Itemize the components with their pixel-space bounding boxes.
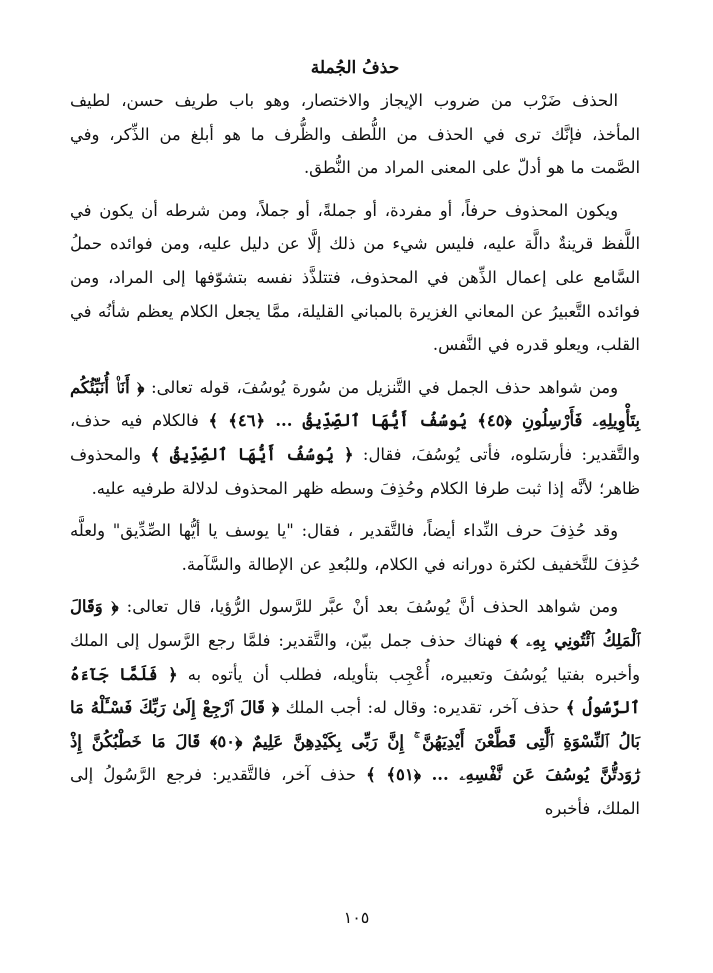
quran-verse-1: ﴿ أَنَا۠ أُنَبِّئُكُم بِتَأْوِيلِهِۦ فَأَرْسِلُونِ ﴿٤٥﴾ يُوسُفُ أَيُّهَا ٱلصِّدِّيقُ ... ﴿٤٦﴾ ﴾ (70, 377, 640, 431)
paragraph-5 (70, 590, 640, 825)
paragraph-3-text-1: ومن شواهد حذف الجمل في التَّنزيل من سُورة يُوسُفَ، قوله تعالى: (144, 377, 618, 397)
paragraph-5-text-3: حذف آخر، تقديره: وقال له: أجب الملك (279, 698, 566, 718)
paragraph-3 (70, 371, 640, 505)
quran-verse-3: ﴿ وَقَالَ ٱلْمَلِكُ ٱئْتُونِي بِهِۦ ﴾ (70, 597, 640, 650)
paragraph-2: ويكون المحذوف حرفاً، أو مفردة، أو جملةً، أو جملاً، ومن شرطه أن يكون في اللَّفظ قرينةٌ دالَّة عليه، فليس شيء من ذلك إلَّا عن دليل عليه، ومن فوائده حملُ السَّامع على إعمال الذِّهن في المحذوف، فتتلذَّذ نفسه بتشوّفها إلى المراد، ومن فوائده التَّعبيرُ عن المعاني الغزيرة بالمباني القليلة، ممَّا يجعل الكلام يعظم شأنُه في القلب، ويعلو قدره في النَّفس. (70, 200, 640, 355)
page-body (70, 58, 640, 834)
quran-verse-5: ﴿ قَالَ ٱرْجِعْ إِلَىٰ رَبِّكَ فَسْـَٔلْهُ مَا بَالُ ٱلنِّسْوَةِ ٱلَّٰتِى قَطَّعْنَ أَيْدِيَهُنَّ ۚ إِنَّ رَبِّى بِكَيْدِهِنَّ عَلِيمٌ ﴿٥٠﴾ قَالَ مَا خَطْبُكُنَّ إِذْ رَٰوَدتُّنَّ يُوسُفَ عَن نَّفْسِهِۦ ... ﴿٥١﴾ ﴾ (70, 698, 640, 785)
paragraph-5-text-1: ومن شواهد الحذف أنَّ يُوسُفَ بعد أنْ عبَّر للرَّسول الرُّؤيا، قال تعالى: (118, 597, 618, 617)
quran-verse-2: ﴿ يُوسُفُ أَيُّهَا ٱلصِّدِّيقُ ﴾ (150, 444, 354, 464)
page-number: ١٠٥ (343, 908, 370, 927)
paragraph-5-text-4: حذف آخر، فالتَّقدير: فرجع الرَّسُولُ إلى الملك، فأخبره (70, 765, 640, 818)
paragraph-3-text-3: والمحذوف ظاهر؛ لأنَّه إذا ثبت طرفا الكلام وحُذِفَ وسطه ظهر المحذوف لدلالة طرفيه عليه. (70, 444, 640, 498)
paragraph-4: وقد حُذِفَ حرف النِّداء أيضاً، فالتَّقدير ، فقال: "يا يوسف يا أيُّها الصِّدِّيق" ولعلَّه حُذِفَ للتَّخفيف لكثرة دورانه في الكلام، وللبُعدِ عن الإطالة والسَّآمة. (70, 521, 640, 574)
paragraph-3-text-2: فالكلام فيه حذف، والتَّقدير: فأرسَلوه، فأتى يُوسُفَ، فقال: (70, 411, 640, 464)
page-title: حذفُ الجُملة (310, 58, 400, 78)
paragraph-1: الحذف ضَرْب من ضروب الإيجاز والاختصار، وهو باب طريف حسن، لطيف المأخذ، فإنَّك ترى في الحذف من اللُّطف والظُّرف ما هو أبلغ من الذِّكر، وفي الصَّمت ما هو أدلّ على المعنى المراد من النُّطق. (70, 91, 640, 178)
quran-verse-4: ﴿ فَلَمَّا جَآءَهُ ٱلرَّسُولُ ﴾ (70, 664, 640, 718)
paragraph-5-text-2: فهناك حذف جمل بيّن، والتَّقدير: فلمَّا رجع الرَّسول إلى الملك وأخبره بفتيا يُوسُفَ وتعبيره، أُعْجِب بتأويله، فطلب أن يأتوه به (70, 630, 640, 684)
